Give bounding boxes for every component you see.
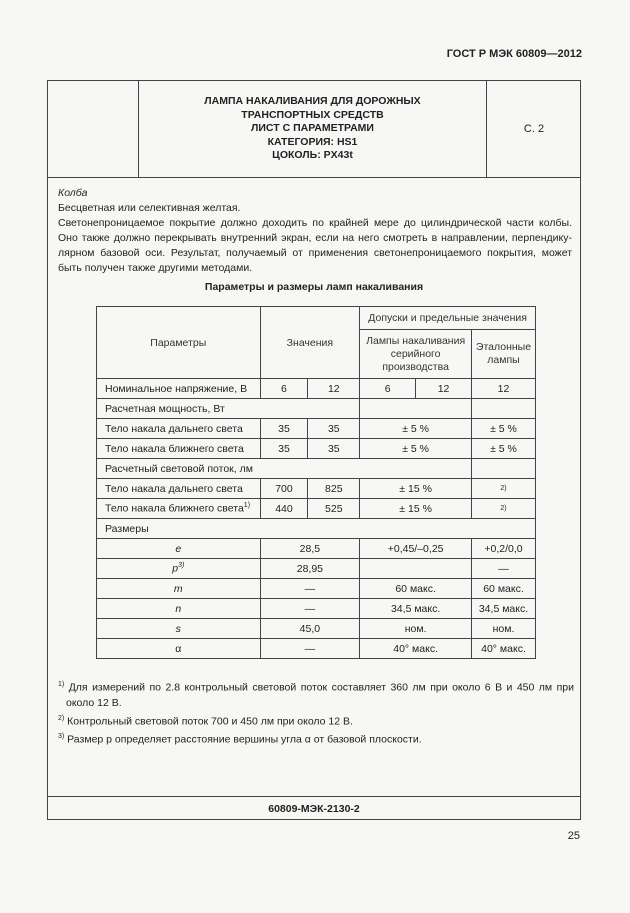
dimension-symbol: m	[97, 579, 261, 599]
title-line: ТРАНСПОРТНЫХ СРЕДСТВ	[241, 108, 384, 121]
cell: —	[260, 579, 360, 599]
text-line: лярном базовой оси. Результат, получаемый от применения светонепроницаемого покрытия, может	[58, 247, 572, 259]
header-parameters: Параметры	[97, 307, 261, 379]
cell: —	[260, 639, 360, 659]
table-row	[97, 539, 536, 559]
cell: 6	[260, 379, 308, 399]
table-row	[97, 459, 536, 479]
cell: 34,5 макс.	[360, 599, 472, 619]
cell: ном.	[360, 619, 472, 639]
cell: 35	[260, 439, 308, 459]
cell: 60 макс.	[360, 579, 472, 599]
row-label: Тело накала ближнего света	[97, 439, 261, 459]
cell: 12	[472, 379, 536, 399]
cell	[416, 399, 472, 419]
row-label: Расчетная мощность, Вт	[97, 399, 261, 419]
table-caption: Параметры и размеры ламп накаливания	[204, 281, 424, 293]
sheet-title	[139, 95, 486, 163]
cell: 40° макс.	[472, 639, 536, 659]
row-label: Размеры	[97, 519, 261, 539]
cell: ± 5 %	[472, 439, 536, 459]
dimension-symbol: e	[97, 539, 261, 559]
row-label: Тело накала дальнего света	[97, 419, 261, 439]
table-row	[97, 499, 536, 519]
cell	[416, 519, 472, 539]
table-row	[97, 599, 536, 619]
text-line: Оно также должно перекрывать внутренний экран, если на него смотреть в направлении, перпендику-	[58, 232, 572, 244]
cell: 700	[260, 479, 308, 499]
table-row	[97, 419, 536, 439]
table-row	[97, 579, 536, 599]
page-number: 25	[567, 830, 580, 842]
cell: 440	[260, 499, 308, 519]
text-line: Бесцветная или селективная желтая.	[58, 202, 241, 214]
dimension-symbol: s	[97, 619, 261, 639]
text-line: быть получен также другими методами.	[58, 262, 253, 274]
cell	[308, 399, 360, 419]
cell	[260, 399, 308, 419]
table-row	[97, 439, 536, 459]
table-header-row	[97, 307, 536, 330]
footnote	[58, 711, 574, 730]
cell	[360, 459, 416, 479]
footnote-mark: 2)	[58, 714, 65, 722]
cell	[360, 519, 416, 539]
footnote	[58, 677, 574, 696]
row-label	[97, 499, 261, 519]
cell: 525	[308, 499, 360, 519]
title-line: КАТЕГОРИЯ: HS1	[267, 135, 358, 148]
cell: ± 5 %	[360, 419, 472, 439]
title-line: ЦОКОЛЬ: PX43t	[272, 149, 353, 161]
footnotes	[58, 677, 574, 748]
cell: 28,95	[260, 559, 360, 579]
parameters-table	[96, 306, 536, 659]
bulb-description	[58, 186, 572, 276]
sheet-code: 60809-МЭК-2130-2	[48, 796, 580, 821]
cell	[472, 399, 536, 419]
title-line: ЛАМПА НАКАЛИВАНИЯ ДЛЯ ДОРОЖНЫХ	[204, 95, 421, 107]
row-label: Расчетный световой поток, лм	[97, 459, 261, 479]
cell: 45,0	[260, 619, 360, 639]
cell	[308, 519, 360, 539]
cell: ± 5 %	[472, 419, 536, 439]
cell	[416, 459, 472, 479]
dimension-symbol	[97, 559, 261, 579]
cell: 12	[416, 379, 472, 399]
sheet-frame	[47, 80, 581, 820]
cell	[360, 559, 472, 579]
cell: 35	[308, 419, 360, 439]
cell: +0,2/0,0	[472, 539, 536, 559]
table-row	[97, 519, 536, 539]
footnote-mark: 1)	[243, 502, 251, 510]
standard-designation: ГОСТ Р МЭК 60809—2012	[446, 48, 582, 60]
header-blank-cell	[48, 81, 139, 177]
cell: +0,45/–0,25	[360, 539, 472, 559]
cell	[472, 459, 536, 479]
footnote-ref: 2)	[472, 499, 536, 519]
cell: 35	[308, 439, 360, 459]
footnote	[58, 729, 574, 748]
footnote-ref: 2)	[472, 479, 536, 499]
text-line: Светонепроницаемое покрытие должно доходить по крайней мере до цилиндрической части колбы.	[58, 217, 572, 229]
header-values: Значения	[260, 307, 360, 379]
footnote-continuation: около 12 В.	[66, 696, 122, 709]
row-label: Тело накала дальнего света	[97, 479, 261, 499]
cell: ном.	[472, 619, 536, 639]
footnote-mark: 1)	[58, 681, 65, 688]
cell: 12	[308, 379, 360, 399]
sheet-number: С. 2	[486, 81, 581, 177]
header-serial: Лампы накаливания серийного производства	[360, 330, 472, 379]
cell	[260, 519, 308, 539]
cell	[308, 459, 360, 479]
cell: —	[260, 599, 360, 619]
cell: —	[472, 559, 536, 579]
row-label-text: Тело накала ближнего света	[105, 502, 244, 515]
footnote-mark: 3)	[58, 733, 65, 740]
cell: 60 макс.	[472, 579, 536, 599]
sheet-header	[48, 81, 580, 178]
cell: ± 15 %	[360, 479, 472, 499]
symbol-text: p	[172, 562, 179, 575]
header-reference: Эталонные лампы	[472, 330, 536, 379]
cell	[260, 459, 308, 479]
cell: ± 5 %	[360, 439, 472, 459]
footnote-mark: 3)	[178, 562, 185, 570]
section-heading: Колба	[58, 187, 88, 199]
table-row	[97, 399, 536, 419]
table-row	[97, 559, 536, 579]
row-label: Номинальное напряжение, В	[97, 379, 261, 399]
cell: 34,5 макс.	[472, 599, 536, 619]
cell: 6	[360, 379, 416, 399]
dimension-symbol: n	[97, 599, 261, 619]
table-row	[97, 379, 536, 399]
cell: 825	[308, 479, 360, 499]
dimension-symbol: α	[97, 639, 261, 659]
footnote-text: Для измерений по 2.8 контрольный световой поток составляет 360 лм при около 6 В и 450 лм при	[68, 681, 574, 694]
table-row	[97, 479, 536, 499]
cell	[360, 399, 416, 419]
cell: ± 15 %	[360, 499, 472, 519]
title-line: ЛИСТ С ПАРАМЕТРАМИ	[251, 122, 374, 134]
footnote-text: Размер p определяет расстояние вершины угла α от базовой плоскости.	[67, 733, 422, 746]
cell: 35	[260, 419, 308, 439]
header-tolerances: Допуски и предельные значения	[360, 307, 536, 330]
table-row	[97, 619, 536, 639]
table-row	[97, 639, 536, 659]
cell: 28,5	[260, 539, 360, 559]
cell: 40° макс.	[360, 639, 472, 659]
cell	[472, 519, 536, 539]
footnote-text: Контрольный световой поток 700 и 450 лм при около 12 В.	[67, 715, 353, 727]
